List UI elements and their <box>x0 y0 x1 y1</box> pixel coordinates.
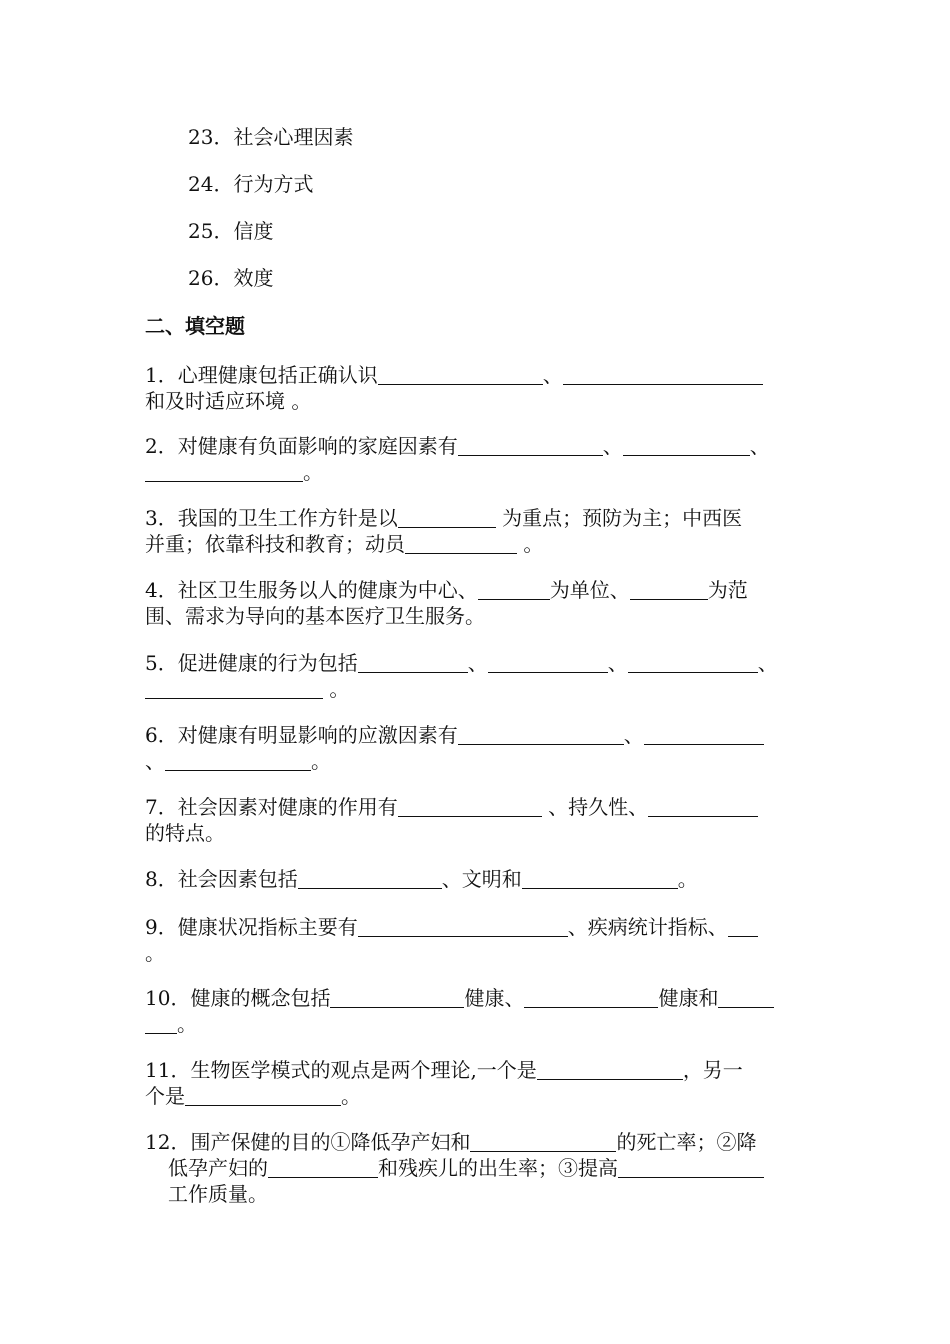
question-12 <box>145 1129 815 1207</box>
q4-text-d: 围、需求为导向的基本医疗卫生服务。 <box>145 604 485 628</box>
q9-blank-1[interactable] <box>358 916 568 937</box>
q8-text-b: 、文明和 <box>441 867 522 891</box>
q5-blank-3[interactable] <box>628 652 758 673</box>
q6-blank-2[interactable] <box>644 724 764 745</box>
q2-blank-3[interactable] <box>145 461 303 482</box>
q11-blank-2[interactable] <box>185 1085 341 1106</box>
q1-blank-1[interactable] <box>378 364 543 385</box>
q3-text-b: 为重点；预防为主；中西医 <box>495 506 743 530</box>
q6-blank-3[interactable] <box>165 750 311 771</box>
q9-text-a: 9．健康状况指标主要有 <box>145 915 358 939</box>
question-4 <box>145 577 815 629</box>
q6-blank-1[interactable] <box>458 724 624 745</box>
q6-text-d: 。 <box>311 749 331 773</box>
q5-text-c: 、 <box>607 651 628 675</box>
question-1 <box>145 362 815 414</box>
question-9 <box>145 914 815 966</box>
q2-text-c: 、 <box>749 434 770 458</box>
term-26: 26．效度 <box>188 266 274 290</box>
q10-blank-2[interactable] <box>524 987 658 1008</box>
q11-text-c: 个是 <box>145 1084 185 1108</box>
q6-text-c: 、 <box>145 749 165 773</box>
question-11 <box>145 1057 815 1109</box>
q2-text-b: 、 <box>602 434 623 458</box>
q11-text-d: 。 <box>341 1084 361 1108</box>
term-23: 23．社会心理因素 <box>188 125 354 149</box>
question-3 <box>145 505 815 557</box>
q2-text-a: 2．对健康有负面影响的家庭因素有 <box>145 434 458 458</box>
q5-text-a: 5．促进健康的行为包括 <box>145 651 358 675</box>
q12-text-d: 和残疾儿的出生率；③提高 <box>378 1156 618 1180</box>
q8-text-a: 8．社会因素包括 <box>145 867 298 891</box>
q12-blank-1[interactable] <box>470 1131 616 1152</box>
question-10 <box>145 985 815 1037</box>
q12-text-e: 工作质量。 <box>168 1182 268 1206</box>
q8-blank-2[interactable] <box>522 868 678 889</box>
question-8 <box>145 866 815 892</box>
q4-blank-2[interactable] <box>630 579 708 600</box>
q9-text-b: 、疾病统计指标、 <box>567 915 728 939</box>
q10-text-c: 健康和 <box>658 986 719 1010</box>
q5-blank-2[interactable] <box>488 652 608 673</box>
q11-text-a: 11．生物医学模式的观点是两个理论,一个是 <box>145 1058 537 1082</box>
q10-blank-4[interactable] <box>145 1013 177 1034</box>
q2-blank-1[interactable] <box>458 435 603 456</box>
q3-text-c: 并重；依靠科技和教育；动员 <box>145 532 405 556</box>
q3-blank-1[interactable] <box>398 507 496 528</box>
q3-text-a: 3．我国的卫生工作方针是以 <box>145 506 398 530</box>
q8-blank-1[interactable] <box>298 868 442 889</box>
q9-blank-2[interactable] <box>728 916 758 937</box>
q10-text-a: 10．健康的概念包括 <box>145 986 331 1010</box>
q1-text-b: 、 <box>542 363 563 387</box>
term-24: 24．行为方式 <box>188 172 314 196</box>
q10-text-d: 。 <box>177 1012 197 1036</box>
q1-blank-2[interactable] <box>563 364 763 385</box>
q10-blank-1[interactable] <box>330 987 464 1008</box>
q1-text-c: 和及时适应环境 。 <box>145 389 312 413</box>
q3-text-d: 。 <box>517 532 544 556</box>
q11-text-b: ，另一 <box>682 1058 743 1082</box>
q11-blank-1[interactable] <box>537 1059 683 1080</box>
q7-text-c: 的特点。 <box>145 821 225 845</box>
section-heading: 二、填空题 <box>145 314 245 338</box>
q5-text-e: 。 <box>323 677 350 701</box>
term-25: 25．信度 <box>188 219 274 243</box>
q6-text-b: 、 <box>623 723 644 747</box>
question-2 <box>145 433 815 485</box>
question-7 <box>145 794 815 846</box>
q12-blank-2[interactable] <box>268 1157 378 1178</box>
q7-blank-1[interactable] <box>398 796 542 817</box>
q7-text-b: 、持久性、 <box>541 795 649 819</box>
q12-text-b: 的死亡率；②降 <box>616 1130 757 1154</box>
q2-blank-2[interactable] <box>623 435 750 456</box>
q5-text-d: 、 <box>757 651 778 675</box>
q4-blank-1[interactable] <box>478 579 550 600</box>
question-5 <box>145 650 815 702</box>
q4-text-b: 为单位、 <box>549 578 630 602</box>
question-6 <box>145 722 815 774</box>
q7-text-a: 7．社会因素对健康的作用有 <box>145 795 398 819</box>
q6-text-a: 6．对健康有明显影响的应激因素有 <box>145 723 458 747</box>
q12-text-c: 低孕产妇的 <box>168 1156 268 1180</box>
q2-text-d: 。 <box>303 460 323 484</box>
q10-text-b: 健康、 <box>464 986 525 1010</box>
q8-text-c: 。 <box>677 867 698 891</box>
q7-blank-2[interactable] <box>648 796 758 817</box>
q1-text-a: 1．心理健康包括正确认识 <box>145 363 378 387</box>
q12-blank-3[interactable] <box>618 1157 764 1178</box>
q5-text-b: 、 <box>467 651 488 675</box>
q12-text-a: 12．围产保健的目的①降低孕产妇和 <box>145 1130 471 1154</box>
q5-blank-4[interactable] <box>145 678 323 699</box>
q10-blank-3[interactable] <box>718 987 774 1008</box>
q5-blank-1[interactable] <box>358 652 468 673</box>
q9-text-c: 。 <box>145 941 165 965</box>
q4-text-c: 为范 <box>707 578 748 602</box>
q4-text-a: 4．社区卫生服务以人的健康为中心、 <box>145 578 478 602</box>
q3-blank-2[interactable] <box>405 533 517 554</box>
